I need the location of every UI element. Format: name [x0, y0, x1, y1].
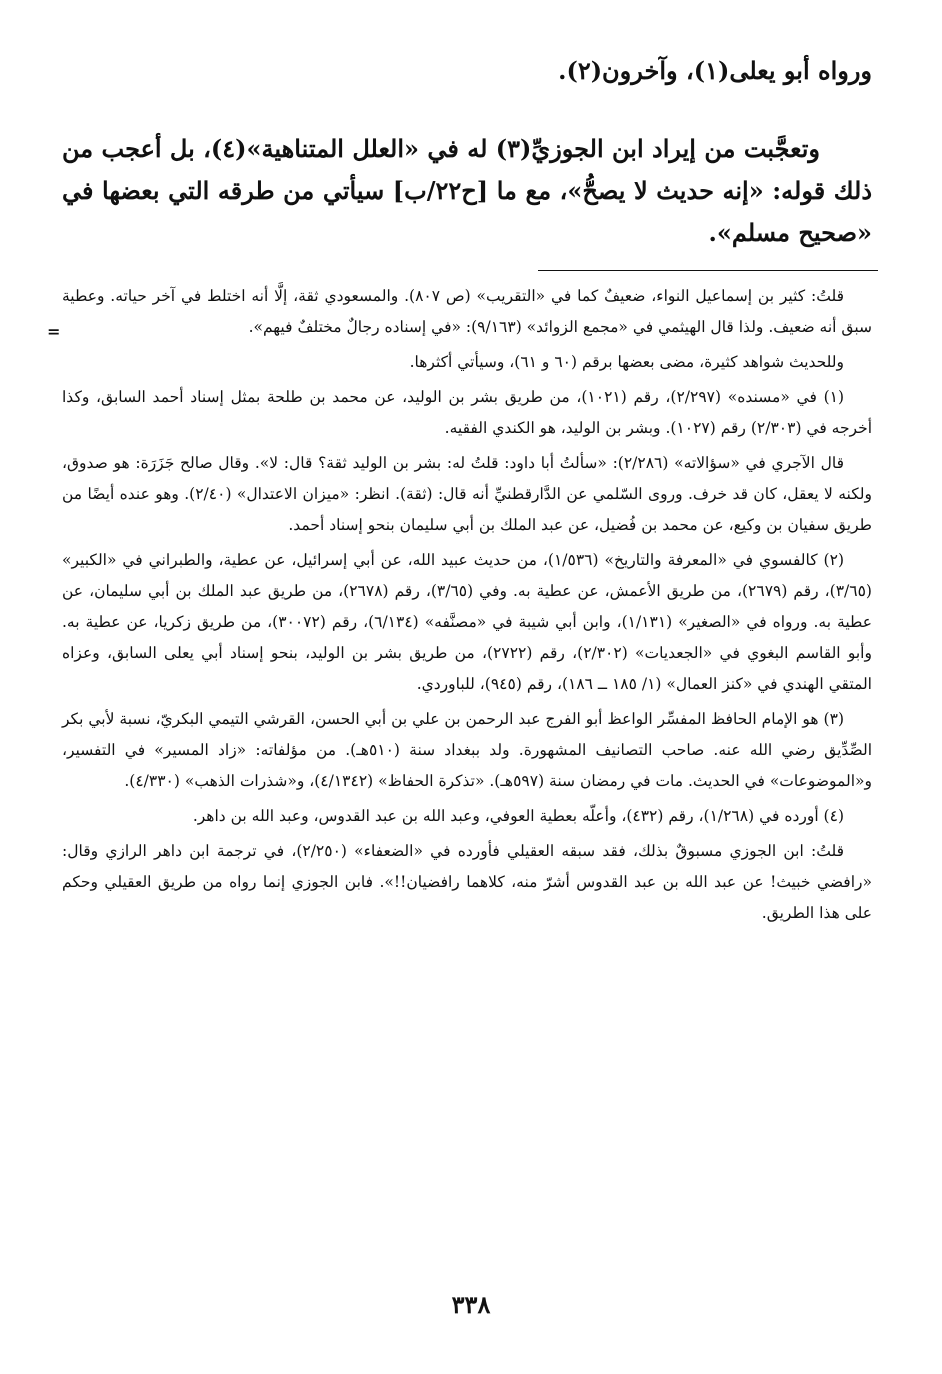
continuation-mark: =	[47, 322, 61, 341]
footnote-paragraph: (٣) هو الإمام الحافظ المفسِّر الواعظ أبو الفرج عبد الرحمن بن علي بن أبي الحسن، القرشي التيمي البكريّ، نسبة لأبي بكر الصِّدِّيق رضي الله عنه. صاحب التصانيف المشهورة. ولد ببغداد سنة (٥١٠هـ). من مؤلفاته: «زاد المسير» في التفسير، و«الموضوعات» في الحديث. مات في رمضان سنة (٥٩٧هـ). «تذكرة الحفاظ» (٤/١٣٤٢)، و«شذرات الذهب» (٤/٣٣٠).	[62, 710, 873, 790]
footnote-paragraph: (٤) أورده في (١/٢٦٨)، رقم (٤٣٢)، وأعلّه بعطية العوفي، وعبد الله بن عبد القدوس، وعبد الله بن داهر.	[192, 807, 844, 825]
footnote-paragraph: (١) في «مسنده» (٢/٢٩٧)، رقم (١٠٢١)، من طريق بشر بن الوليد، عن محمد بن طلحة بمثل إسناد أحمد السابق، وكذا أخرجه في (٢/٣٠٣) رقم (١٠٢٧). وبشر بن الوليد، هو الكندي الفقيه.	[62, 388, 872, 437]
main-text	[62, 50, 872, 254]
page-number: ٣٣٨	[451, 1290, 491, 1319]
footnotes	[62, 281, 872, 929]
main-paragraph-2: وتعجَّبت من إيراد ابن الجوزيِّ(٣) له في «العلل المتناهية»(٤)، بل أعجب من ذلك قوله: «إنه حديث لا يصحُّ»، مع ما [ح٢٢/ب] سيأتي من طرقه التي بعضها في «صحيح مسلم».	[62, 134, 873, 247]
main-paragraph-1: ورواه أبو يعلى(١)، وآخرون(٢).	[558, 56, 872, 85]
footnote-paragraph: وللحديث شواهد كثيرة، مضى بعضها برقم (٦٠ و ٦١)، وسيأتي أكثرها.	[409, 353, 844, 371]
footnote-paragraph: (٢) كالفسوي في «المعرفة والتاريخ» (١/٥٣٦)، من حديث عبيد الله، عن أبي إسرائيل، عن عطية، والطبراني في «الكبير» (٣/٦٥)، رقم (٢٦٧٩)، من طريق الأعمش، عن عطية به. وفي (٣/٦٥)، رقم (٢٦٧٨)، من طريق عبد الملك بن أبي سليمان، عن عطية به. ورواه في «الصغير» (١/١٣١)، وابن أبي شيبة في «مصنَّفه» (٦/١٣٤)، رقم (٣٠٠٧٢)، من طريق زكريا، عن عطية به. وأبو القاسم البغوي في «الجعديات» (٢/٣٠٢)، رقم (٢٧٢٢)، من طريق بشر بن الوليد، بنحو إسناد أبي يعلى السابق، وعزاه المتقي الهندي في «كنز العمال» (١/ ١٨٥ ــ ١٨٦)، رقم (٩٤٥)، للباوردي.	[62, 551, 872, 693]
footnote-paragraph: قلتُ: كثير بن إسماعيل النواء، ضعيفٌ كما في «التقريب» (ص ٨٠٧). والمسعودي ثقة، إلَّا أنه اختلط في آخر حياته. وعطية سبق أنه ضعيف. ولذا قال الهيثمي في «مجمع الزوائد» (٩/١٦٣): «في إسناده رجالٌ مختلفٌ فيهم».	[62, 287, 872, 336]
footnote-paragraph: قلتُ: ابن الجوزي مسبوقٌ بذلك، فقد سبقه العقيلي فأورده في «الضعفاء» (٢/٢٥٠)، في ترجمة ابن داهر الرازي وقال: «رافضي خبيث! عن عبد الله بن عبد القدوس أشرّ منه، كلاهما رافضيان!!». فابن الجوزي إنما رواه من طريق العقيلي وحكم على هذا الطريق.	[62, 842, 872, 922]
footnote-separator	[538, 270, 878, 271]
footnote-paragraph: قال الآجري في «سؤالاته» (٢/٢٨٦): «سألتُ أبا داود: قلتُ له: بشر بن الوليد ثقة؟ قال: لا». وقال صالح جَزَرَة: هو صدوق، ولكنه لا يعقل، كان قد خرف. وروى السّلمي عن الدَّارقطنيِّ أنه قال: (ثقة). انظر: «ميزان الاعتدال» (٢/٤٠). وهو عنده أيضًا من طريق سفيان بن وكيع، عن محمد بن فُضيل، عن عبد الملك بن أبي سليمان بنحو إسناد أحمد.	[62, 454, 872, 534]
